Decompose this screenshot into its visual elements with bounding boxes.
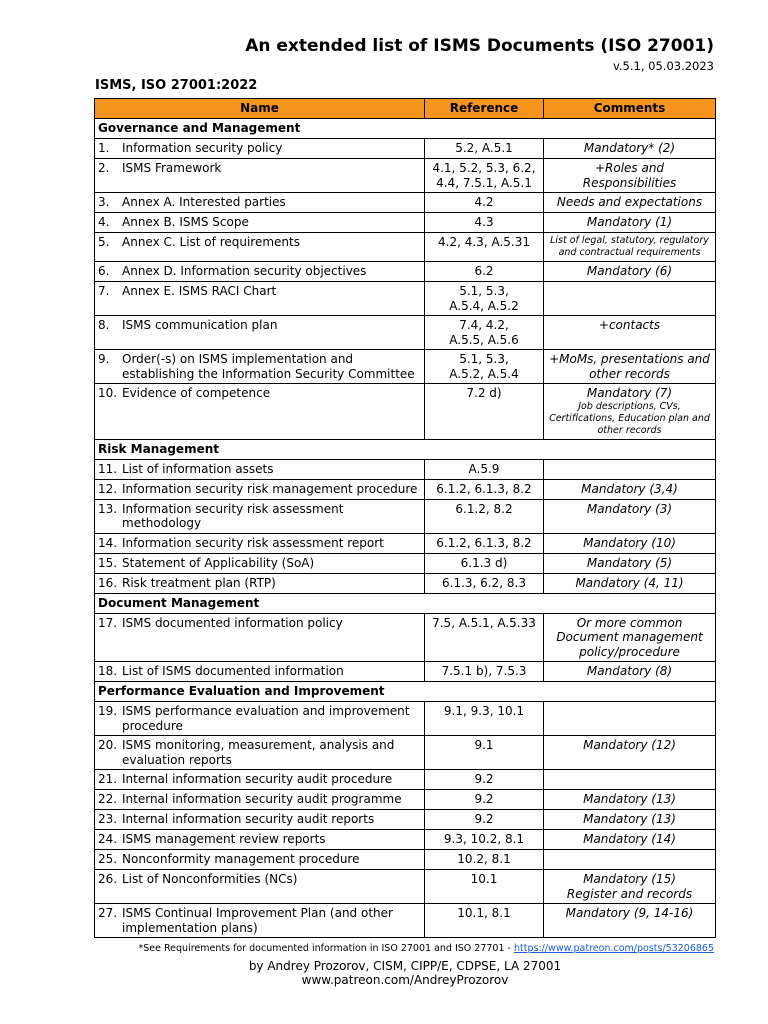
table-row <box>95 384 716 440</box>
reference-text: 6.1.3, 6.2, 8.3 <box>442 575 526 590</box>
table-row <box>95 159 716 193</box>
document-name-text: Annex B. ISMS Scope <box>122 215 249 229</box>
document-name-cell <box>95 662 425 682</box>
reference-text: 5.2, A.5.1 <box>455 141 513 155</box>
document-name-text: Internal information security audit procedure <box>122 772 393 786</box>
row-number: 2. <box>98 161 110 175</box>
comment-text-line2: Register and records <box>566 886 693 901</box>
comment-cell <box>544 350 716 384</box>
reference-text: 10.1, 8.1 <box>457 906 511 920</box>
comment-text: +MoMs, presentations and other records <box>549 352 710 381</box>
document-name-cell <box>95 736 425 770</box>
document-name <box>98 161 421 176</box>
comment-cell <box>544 870 716 904</box>
document-name <box>98 872 421 887</box>
reference-text: 5.1, 5.3, <box>459 352 509 366</box>
author-website[interactable]: www.patreon.com/AndreyProzorov <box>301 973 509 987</box>
table-row <box>95 613 716 662</box>
comment-cell <box>544 213 716 233</box>
reference-cell <box>425 790 544 810</box>
row-number: 17. <box>98 615 118 630</box>
document-name-cell <box>95 904 425 938</box>
reference-cell <box>425 282 544 316</box>
document-name-cell <box>95 316 425 350</box>
reference-text: 9.3, 10.2, 8.1 <box>443 832 525 846</box>
reference-cell <box>425 533 544 553</box>
document-name-cell <box>95 350 425 384</box>
comment-cell <box>544 384 716 440</box>
comment-cell <box>544 573 716 593</box>
comment-cell <box>544 702 716 736</box>
comment-text: Mandatory (3) <box>586 501 673 516</box>
document-name-text: Information security policy <box>122 141 283 155</box>
reference-text: 6.1.2, 6.1.3, 8.2 <box>436 535 532 550</box>
reference-text-line2: 4.4, 7.5.1, A.5.1 <box>436 175 532 190</box>
comment-cell <box>544 904 716 938</box>
reference-text: 6.1.2, 8.2 <box>455 501 513 516</box>
document-name <box>98 284 421 299</box>
reference-cell <box>425 213 544 233</box>
table-row <box>95 282 716 316</box>
comment-text: Mandatory (4, 11) <box>575 575 684 590</box>
document-name-cell <box>95 159 425 193</box>
document-name-text: ISMS Continual Improvement Plan (and other implementation plans) <box>122 906 393 935</box>
document-name <box>98 792 421 807</box>
comment-text: Mandatory (1) <box>586 215 673 229</box>
table-row <box>95 233 716 262</box>
comment-text: Mandatory (12) <box>583 738 676 752</box>
row-number: 14. <box>98 535 118 550</box>
document-name-cell <box>95 533 425 553</box>
table-row <box>95 499 716 533</box>
document-name-text: ISMS performance evaluation and improvement procedure <box>122 704 410 733</box>
document-subtitle: ISMS, ISO 27001:2022 <box>95 78 258 93</box>
table-row <box>95 790 716 810</box>
document-name-text: Information security risk assessment report <box>122 535 384 550</box>
comment-note: Job descriptions, CVs, Certifications, Education plan and other records <box>549 400 710 436</box>
table-row <box>95 213 716 233</box>
table-row <box>95 533 716 553</box>
document-name <box>98 141 421 156</box>
comment-cell <box>544 159 716 193</box>
section-row <box>95 119 716 139</box>
table-row <box>95 459 716 479</box>
row-number: 24. <box>98 832 118 846</box>
document-name <box>98 318 421 333</box>
row-number: 8. <box>98 318 110 332</box>
table-row <box>95 553 716 573</box>
reference-cell <box>425 193 544 213</box>
comment-cell <box>544 810 716 830</box>
comment-text: Mandatory (3,4) <box>581 481 678 496</box>
comment-text: Mandatory (14) <box>583 832 676 846</box>
reference-cell <box>425 553 544 573</box>
reference-text: 4.1, 5.2, 5.3, 6.2, <box>432 161 536 175</box>
document-name <box>98 386 421 401</box>
comment-text: Mandatory (7) <box>586 386 673 400</box>
comment-text: Mandatory* (2) <box>583 141 676 155</box>
reference-cell <box>425 499 544 533</box>
comment-cell <box>544 850 716 870</box>
comment-text: Mandatory (9, 14-16) <box>565 906 694 920</box>
row-number: 20. <box>98 738 118 752</box>
comment-text: Mandatory (6) <box>586 264 673 278</box>
document-name-cell <box>95 613 425 662</box>
document-name <box>98 616 421 631</box>
table-row <box>95 702 716 736</box>
document-name <box>98 738 421 767</box>
reference-text: 10.2, 8.1 <box>457 852 511 866</box>
document-name-text: Annex E. ISMS RACI Chart <box>122 284 277 298</box>
document-name-text: Nonconformity management procedure <box>122 852 360 866</box>
document-name <box>98 772 421 787</box>
comment-cell <box>544 736 716 770</box>
reference-cell <box>425 810 544 830</box>
document-name-cell <box>95 233 425 262</box>
reference-text: 6.2 <box>474 264 494 278</box>
table-row <box>95 736 716 770</box>
section-row <box>95 682 716 702</box>
comment-cell <box>544 770 716 790</box>
document-name-cell <box>95 384 425 440</box>
comment-cell <box>544 459 716 479</box>
document-name <box>98 502 421 531</box>
document-name-cell <box>95 830 425 850</box>
document-name <box>98 352 421 381</box>
row-number: 5. <box>98 235 110 249</box>
comment-cell <box>544 830 716 850</box>
section-title: Governance and Management <box>95 119 716 139</box>
reference-text: 7.5.1 b), 7.5.3 <box>441 664 527 678</box>
reference-text: 9.2 <box>474 772 494 786</box>
author-block <box>0 959 768 987</box>
document-name <box>98 664 421 679</box>
reference-cell <box>425 159 544 193</box>
table-row <box>95 770 716 790</box>
comment-text: Mandatory (5) <box>586 555 673 570</box>
table-row <box>95 810 716 830</box>
document-name-cell <box>95 193 425 213</box>
table-row <box>95 193 716 213</box>
document-name-cell <box>95 790 425 810</box>
reference-text: 7.2 d) <box>466 386 502 400</box>
table-row <box>95 573 716 593</box>
reference-text: 4.2, 4.3, A.5.31 <box>438 235 530 249</box>
reference-cell <box>425 736 544 770</box>
row-number: 22. <box>98 792 118 806</box>
comment-cell <box>544 139 716 159</box>
table-row <box>95 350 716 384</box>
comment-cell <box>544 499 716 533</box>
row-number: 18. <box>98 664 118 678</box>
reference-text: 7.5, A.5.1, A.5.33 <box>432 615 536 630</box>
document-name <box>98 812 421 827</box>
document-name-text: ISMS Framework <box>122 161 222 175</box>
reference-cell <box>425 233 544 262</box>
comment-cell <box>544 479 716 499</box>
reference-text: 6.1.3 d) <box>460 555 508 570</box>
comment-note: List of legal, statutory, regulatory and contractual requirements <box>550 235 709 258</box>
document-name-text: List of ISMS documented information <box>122 664 344 678</box>
reference-cell <box>425 870 544 904</box>
document-name-cell <box>95 770 425 790</box>
document-name-cell <box>95 459 425 479</box>
row-number: 27. <box>98 906 118 920</box>
reference-text: 9.1, 9.3, 10.1 <box>443 704 525 718</box>
document-name-text: ISMS monitoring, measurement, analysis and evaluation reports <box>122 738 395 767</box>
reference-cell <box>425 904 544 938</box>
column-header-comments: Comments <box>544 99 716 119</box>
comment-text: Mandatory (13) <box>583 792 676 806</box>
document-name-cell <box>95 282 425 316</box>
row-number: 10. <box>98 386 118 400</box>
document-name <box>98 482 421 497</box>
reference-text: 5.1, 5.3, <box>459 284 509 298</box>
document-name-cell <box>95 850 425 870</box>
reference-cell <box>425 850 544 870</box>
row-number: 12. <box>98 481 118 496</box>
document-name-text: Annex A. Interested parties <box>122 195 286 209</box>
reference-cell <box>425 573 544 593</box>
document-name-cell <box>95 139 425 159</box>
document-name <box>98 576 421 591</box>
comment-cell <box>544 533 716 553</box>
table-row <box>95 662 716 682</box>
row-number: 4. <box>98 215 110 229</box>
reference-text: 9.1 <box>474 738 494 752</box>
row-number: 7. <box>98 284 110 298</box>
table-row <box>95 316 716 350</box>
author-line: by Andrey Prozorov, CISM, CIPP/E, CDPSE, LA 27001 <box>248 959 562 973</box>
document-name-text: Risk treatment plan (RTP) <box>122 575 276 590</box>
reference-cell <box>425 830 544 850</box>
row-number: 6. <box>98 264 110 278</box>
document-name-text: Internal information security audit reports <box>122 812 375 826</box>
reference-cell <box>425 384 544 440</box>
document-name-cell <box>95 262 425 282</box>
table-row <box>95 830 716 850</box>
comment-text: Mandatory (8) <box>586 664 673 678</box>
document-name-cell <box>95 702 425 736</box>
document-name-cell <box>95 810 425 830</box>
row-number: 16. <box>98 575 118 590</box>
table-row <box>95 870 716 904</box>
row-number: 23. <box>98 812 118 826</box>
reference-text-line2: A.5.2, A.5.4 <box>449 366 519 381</box>
comment-text: Mandatory (13) <box>583 812 676 826</box>
reference-text: 4.2 <box>474 195 494 209</box>
footnote-text: *See Requirements for documented information in ISO 27001 and ISO 27701 - <box>138 943 514 954</box>
table-row <box>95 850 716 870</box>
version-label: v.5.1, 05.03.2023 <box>612 59 714 73</box>
comment-cell <box>544 193 716 213</box>
row-number: 15. <box>98 555 118 570</box>
footnote-link[interactable]: https://www.patreon.com/posts/53206865 <box>514 943 714 954</box>
document-name-text: ISMS management review reports <box>122 832 326 846</box>
isms-documents-table <box>94 98 716 938</box>
document-name <box>98 852 421 867</box>
document-name-text: List of Nonconformities (NCs) <box>122 872 298 886</box>
document-name-text: Annex D. Information security objectives <box>122 264 367 278</box>
document-name <box>98 195 421 210</box>
reference-text: 7.4, 4.2, <box>459 318 509 332</box>
document-name-text: Evidence of competence <box>122 386 271 400</box>
table-header-row <box>95 99 716 119</box>
document-name-text: Annex C. List of requirements <box>122 235 300 249</box>
reference-cell <box>425 613 544 662</box>
section-row <box>95 439 716 459</box>
comment-cell <box>544 262 716 282</box>
comment-cell <box>544 553 716 573</box>
comment-cell <box>544 282 716 316</box>
comment-text: Mandatory (10) <box>583 535 676 550</box>
table-row <box>95 904 716 938</box>
document-name-text: List of information assets <box>122 461 274 476</box>
reference-cell <box>425 316 544 350</box>
row-number: 3. <box>98 195 110 209</box>
row-number: 21. <box>98 772 118 786</box>
document-name-cell <box>95 499 425 533</box>
table-row <box>95 479 716 499</box>
document-name-text: ISMS documented information policy <box>122 615 343 630</box>
column-header-name: Name <box>95 99 425 119</box>
document-name-text: Internal information security audit programme <box>122 792 402 806</box>
row-number: 25. <box>98 852 118 866</box>
reference-cell <box>425 662 544 682</box>
row-number: 9. <box>98 352 110 366</box>
row-number: 13. <box>98 501 118 516</box>
reference-cell <box>425 350 544 384</box>
reference-cell <box>425 459 544 479</box>
reference-text: A.5.9 <box>468 461 500 476</box>
reference-text: 6.1.2, 6.1.3, 8.2 <box>436 481 532 496</box>
document-title: An extended list of ISMS Documents (ISO 27001) <box>245 36 714 56</box>
section-row <box>95 593 716 613</box>
reference-cell <box>425 702 544 736</box>
comment-text: Or more common Document management policy/procedure <box>556 615 703 659</box>
document-name <box>98 556 421 571</box>
document-name <box>98 832 421 847</box>
row-number: 19. <box>98 704 118 718</box>
document-name-text: Order(-s) on ISMS implementation and establishing the Information Security Committee <box>122 352 415 381</box>
reference-text: 10.1 <box>470 872 498 886</box>
comment-cell <box>544 613 716 662</box>
comment-cell <box>544 316 716 350</box>
document-name <box>98 215 421 230</box>
reference-text: 4.3 <box>474 215 494 229</box>
document-name-cell <box>95 479 425 499</box>
reference-text-line2: A.5.4, A.5.2 <box>449 298 519 313</box>
row-number: 1. <box>98 141 110 155</box>
document-name-cell <box>95 553 425 573</box>
document-name-cell <box>95 573 425 593</box>
document-name-text: Information security risk assessment methodology <box>122 501 344 530</box>
comment-text: +contacts <box>598 318 661 332</box>
document-name-text: Information security risk management procedure <box>122 481 418 496</box>
section-title: Performance Evaluation and Improvement <box>95 682 716 702</box>
row-number: 26. <box>98 872 118 886</box>
comment-text: Mandatory (15) <box>583 872 676 886</box>
comment-text: +Roles and Responsibilities <box>582 161 677 190</box>
reference-text: 9.2 <box>474 792 494 806</box>
comment-cell <box>544 662 716 682</box>
table-row <box>95 139 716 159</box>
section-title: Risk Management <box>95 439 716 459</box>
reference-cell <box>425 479 544 499</box>
reference-cell <box>425 262 544 282</box>
document-name-text: Statement of Applicability (SoA) <box>122 555 315 570</box>
reference-text-line2: A.5.5, A.5.6 <box>449 332 519 347</box>
reference-cell <box>425 770 544 790</box>
document-name <box>98 462 421 477</box>
document-name <box>98 536 421 551</box>
row-number: 11. <box>98 461 118 476</box>
section-title: Document Management <box>95 593 716 613</box>
comment-text: Needs and expectations <box>556 195 703 209</box>
table-row <box>95 262 716 282</box>
document-name-cell <box>95 870 425 904</box>
footnote <box>139 943 714 954</box>
document-name <box>98 704 421 733</box>
comment-cell <box>544 790 716 810</box>
comment-cell <box>544 233 716 262</box>
document-name <box>98 906 421 935</box>
document-name-cell <box>95 213 425 233</box>
document-name <box>98 235 421 250</box>
reference-text: 9.2 <box>474 812 494 826</box>
column-header-reference: Reference <box>425 99 544 119</box>
document-name-text: ISMS communication plan <box>122 318 278 332</box>
reference-cell <box>425 139 544 159</box>
document-name <box>98 264 421 279</box>
